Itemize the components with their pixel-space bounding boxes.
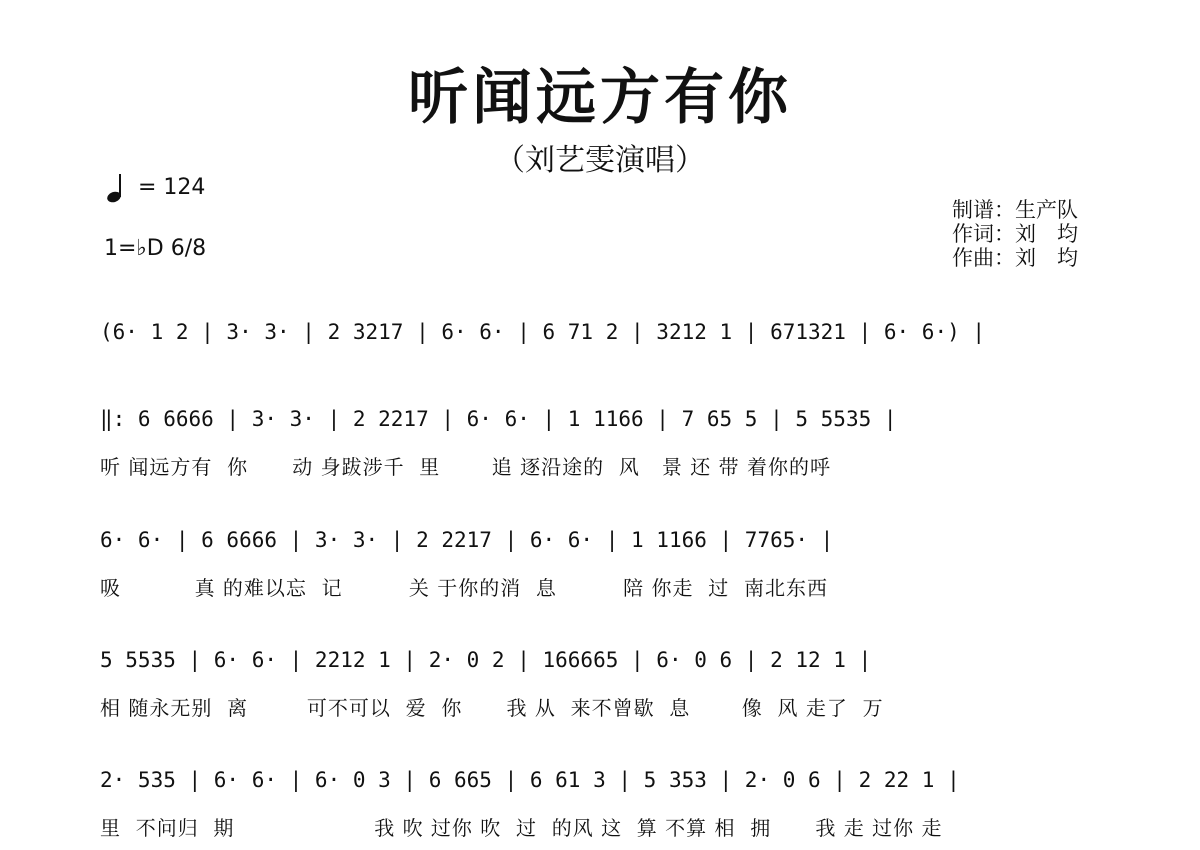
song-subtitle: （刘艺雯演唱）	[495, 143, 705, 178]
tempo-marking	[106, 172, 205, 202]
notation-line: (6· 1 2 | 3· 3· | 2 3217 | 6· 6· | 6 71 2 | 3212 1 | 671321 | 6· 6·) |	[100, 320, 986, 344]
lyricist-credit: 作词：刘 均	[952, 222, 1078, 246]
credits	[952, 198, 1078, 270]
key-signature: 1=♭D 6/8	[104, 236, 207, 261]
lyrics-line: 吸 真 的难以忘 记 关 于你的消 息 陪 你走 过 南北东西	[100, 576, 828, 600]
composer-credit: 作曲：刘 均	[952, 246, 1078, 270]
lyrics-line	[100, 364, 1110, 394]
lyrics-line: 听 闻远方有 你 动 身跋涉千 里 追 逐沿途的 风 景 还 带 着你的呼	[100, 455, 832, 479]
notation-line: 2· 535 | 6· 6· | 6· 0 3 | 6 665 | 6 61 3 | 5 353 | 2· 0 6 | 2 22 1 |	[100, 768, 960, 792]
lyrics-line: 相 随永无别 离 可不可以 爱 你 我 从 来不曾歇 息 像 风 走了 万	[100, 696, 884, 720]
notation-line: ‖: 6 6666 | 3· 3· | 2 2217 | 6· 6· | 1 1166 | 7 65 5 | 5 5535 |	[100, 407, 897, 431]
lyrics-line: 里 不问归 期 我 吹 过你 吹 过 的风 这 算 不算 相 拥 我 走 过你 走	[100, 816, 943, 840]
tempo-text: = 124	[138, 174, 206, 200]
arranger-credit: 制谱：生产队	[952, 198, 1078, 222]
notation-line: 5 5535 | 6· 6· | 2212 1 | 2· 0 2 | 166665 | 6· 0 6 | 2 12 1 |	[100, 648, 872, 672]
song-title: 听闻远方有你	[408, 63, 792, 133]
quarter-note-icon	[106, 172, 132, 202]
notation-line: 6· 6· | 6 6666 | 3· 3· | 2 2217 | 6· 6· | 1 1166 | 7765· |	[100, 528, 834, 552]
